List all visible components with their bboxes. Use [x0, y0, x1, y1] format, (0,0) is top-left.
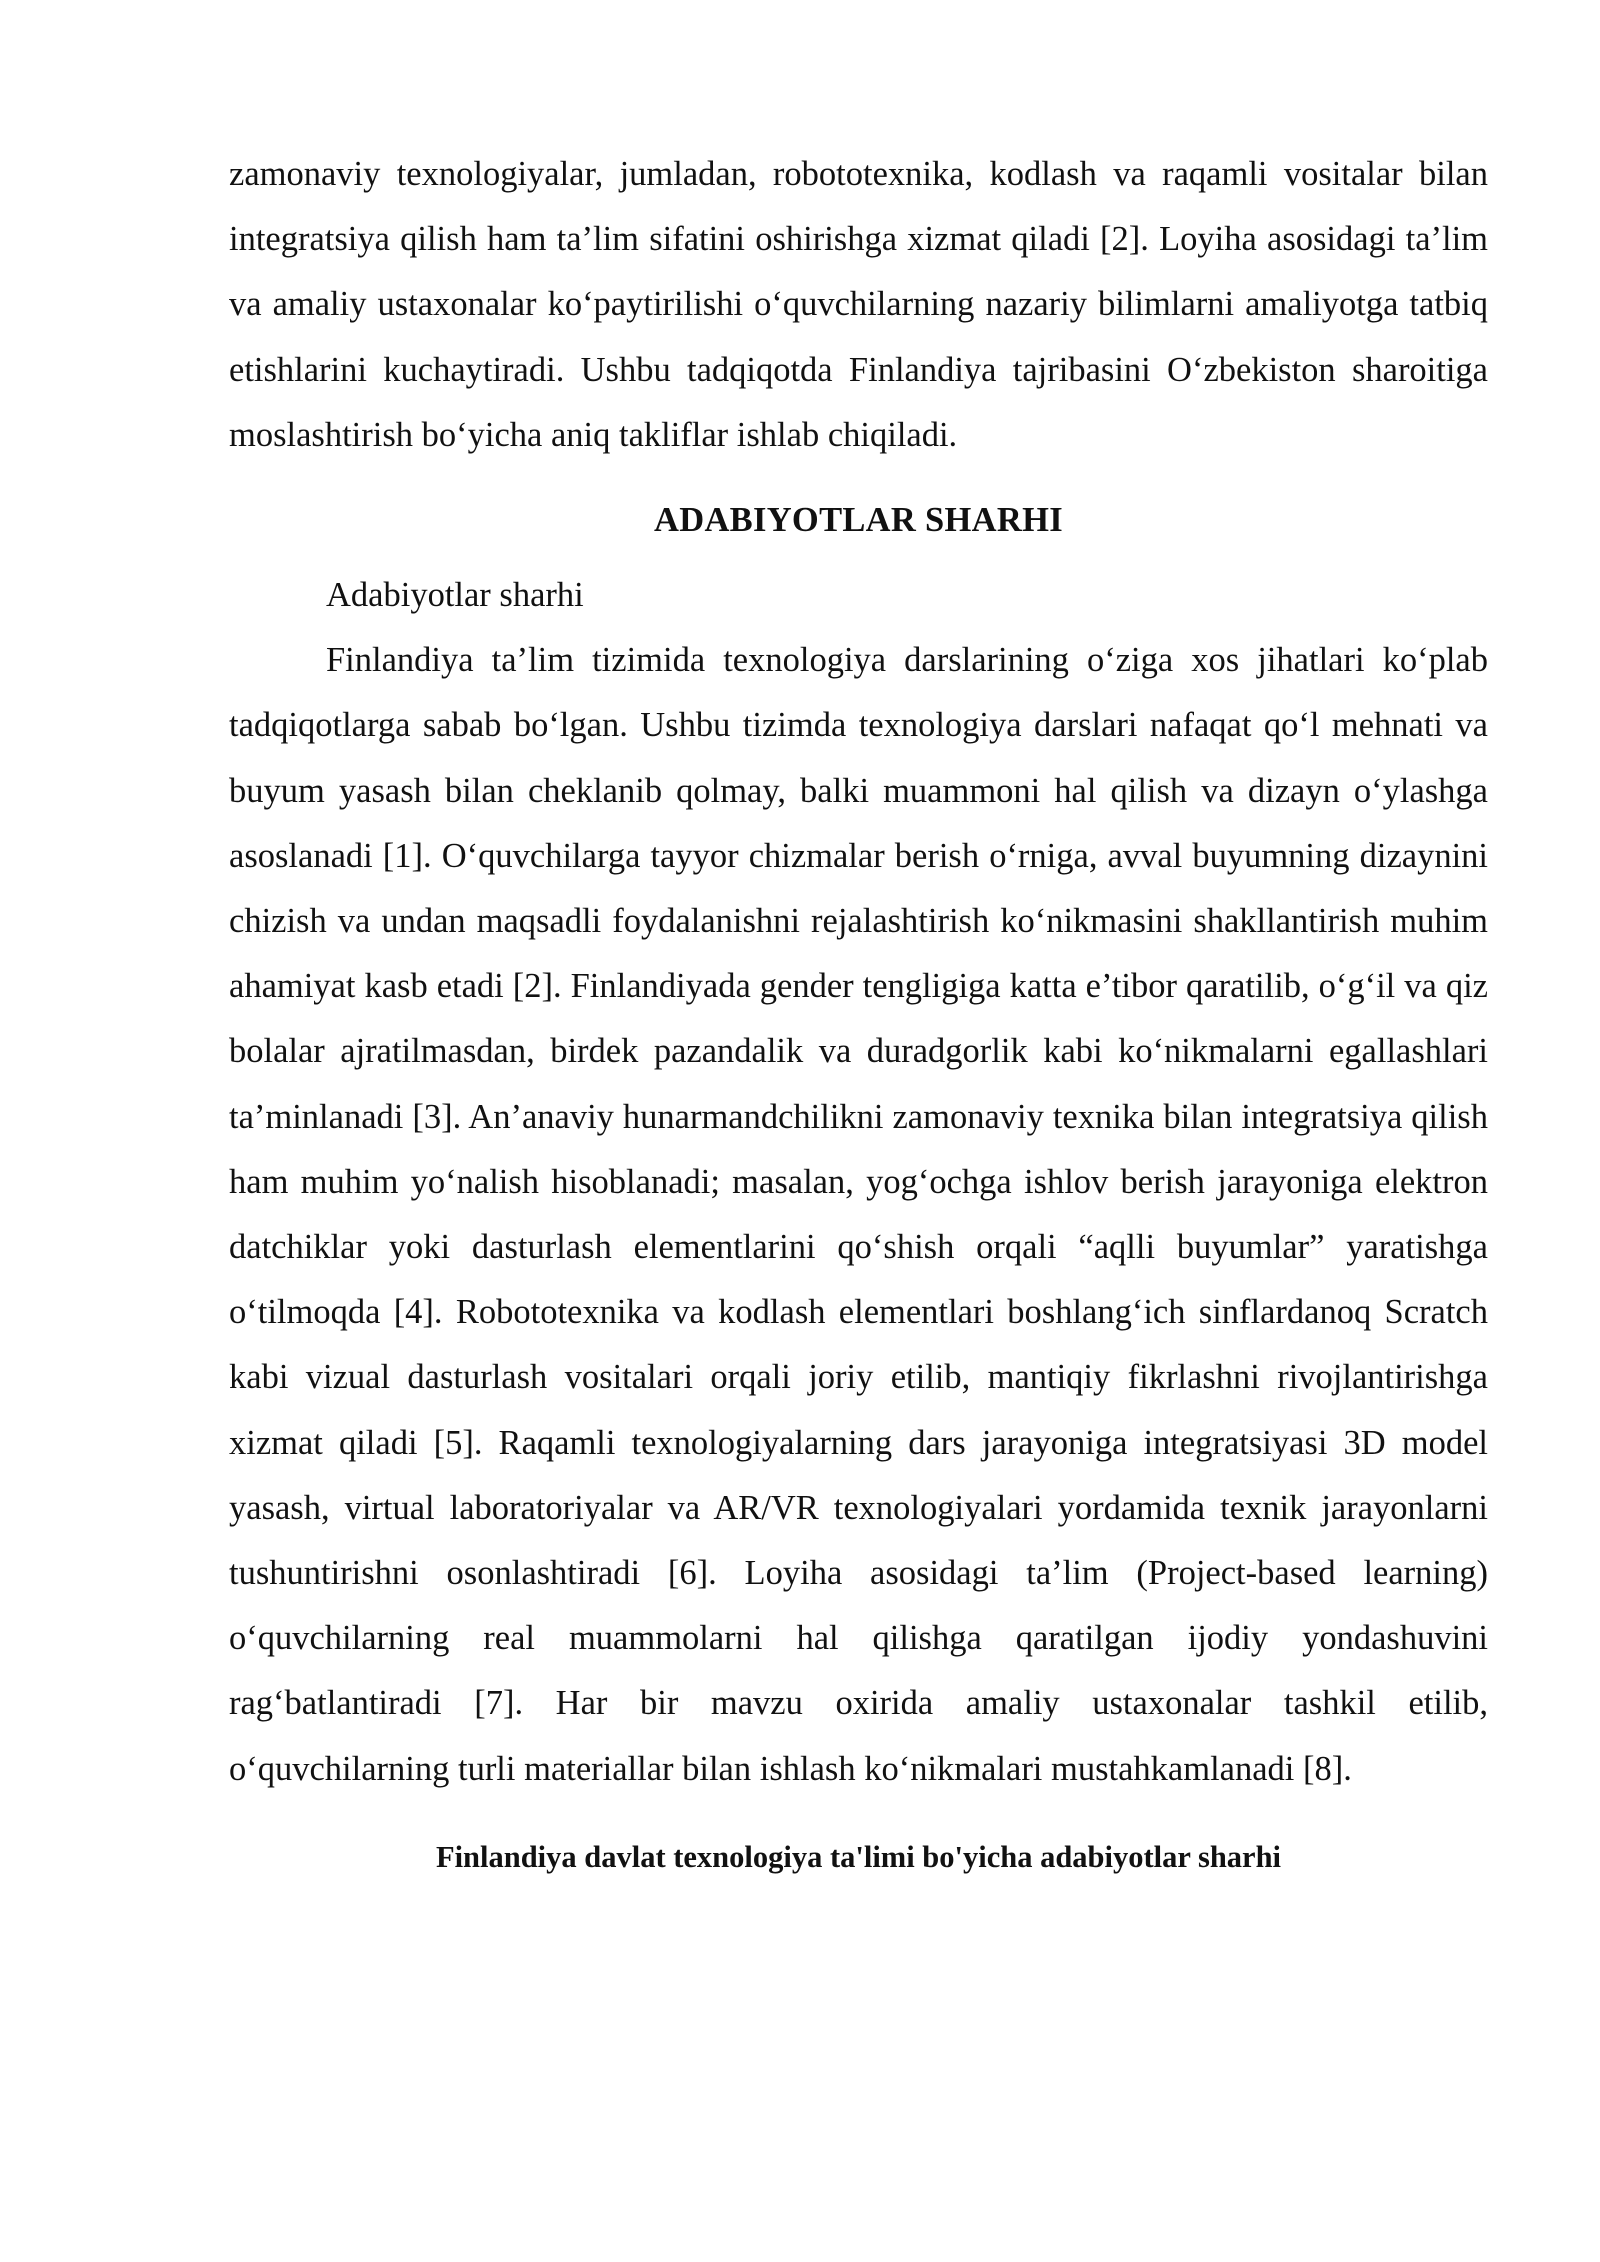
subheading: Adabiyotlar sharhi [326, 576, 584, 615]
document-page [229, 142, 1488, 1887]
table-caption: Finlandiya davlat texnologiya ta'limi bo'yicha adabiyotlar sharhi [435, 1839, 1282, 1874]
main-paragraph: Finlandiya ta’lim tizimida texnologiya darslarining o‘ziga xos jihatlari ko‘plab tadqiqotlarga sabab bo‘lgan. Ushbu tizimda texnologiya darslari nafaqat qo‘l mehnati va buyum yasash bilan cheklanib qolmay, balki muammoni hal qilish va dizayn o‘ylashga asoslanadi [1]. O‘quvchilarga tayyor chizmalar berish o‘rniga, avval buyumning dizaynini chizish va undan maqsadli foydalanishni rejalashtirish ko‘nikmasini shakllantirish muhim ahamiyat kasb etadi [2]. Finlandiyada gender tengligiga katta e’tibor qaratilib, o‘g‘il va qiz bolalar ajratilmasdan, birdek pazandalik va duradgorlik kabi ko‘nikmalarni egallashlari ta’minlanadi [3]. An’anaviy hunarmandchilikni zamonaviy texnika bilan integratsiya qilish ham muhim yo‘nalish hisoblanadi; masalan, yog‘ochga ishlov berish jarayoniga elektron datchiklar yoki dasturlash elementlarini qo‘shish orqali “aqlli buyumlar” yaratishga o‘tilmoqda [4]. Robototexnika va kodlash elementlari boshlang‘ich sinflardanoq Scratch kabi vizual dasturlash vositalari orqali joriy etilib, mantiqiy fikrlashni rivojlantirishga xizmat qiladi [5]. Raqamli texnologiyalarning dars jarayoniga integratsiyasi 3D model yasash, virtual laboratoriyalar va AR/VR texnologiyalari yordamida texnik jarayonlarni tushuntirishni osonlashtiradi [6]. Loyiha asosidagi ta’lim (Project-based learning) o‘quvchilarning real muammolarni hal qilishga qaratilgan ijodiy yondashuvini rag‘batlantiradi [7]. Har bir mavzu oxirida amaliy ustaxonalar tashkil etilib, o‘quvchilarning turli materiallar bilan ishlash ko‘nikmalari mustahkamlanadi [8]. [229, 641, 1488, 1788]
section-heading: ADABIYOTLAR SHARHI [654, 501, 1063, 540]
intro-paragraph: zamonaviy texnologiyalar, jumladan, robototexnika, kodlash va raqamli vositalar bilan integratsiya qilish ham ta’lim sifatini oshirishga xizmat qiladi [2]. Loyiha asosidagi ta’lim va amaliy ustaxonalar ko‘paytirilishi o‘quvchilarning nazariy bilimlarni amaliyotga tatbiq etishlarini kuchaytiradi. Ushbu tadqiqotda Finlandiya tajribasini O‘zbekiston sharoitiga moslashtirish bo‘yicha aniq takliflar ishlab chiqiladi. [229, 155, 1488, 454]
